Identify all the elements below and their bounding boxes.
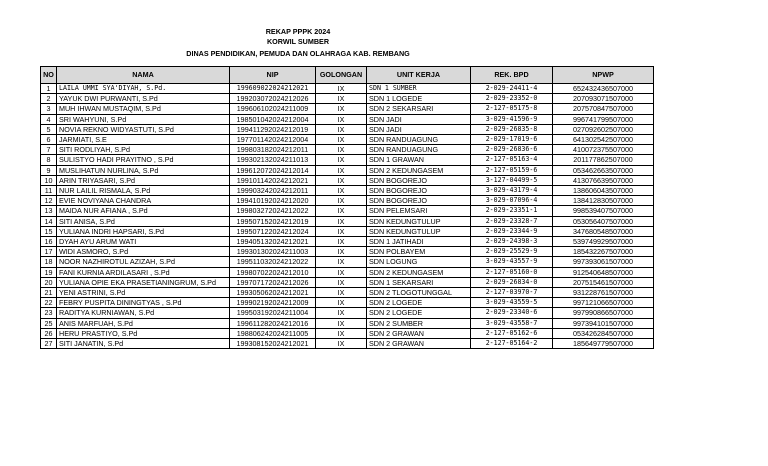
- cell-nip: 199902192024212009: [230, 298, 316, 308]
- cell-rek-bpd: 2-029-23328-7: [471, 216, 553, 226]
- cell-rek-bpd: 2-029-23352-0: [471, 94, 553, 104]
- cell-unit-kerja: SDN 2 GRAWAN: [367, 328, 471, 338]
- cell-unit-kerja: SDN BOGOREJO: [367, 196, 471, 206]
- cell-no: 8: [41, 155, 57, 165]
- document-header: [0, 27, 596, 59]
- cell-no: 22: [41, 298, 57, 308]
- cell-unit-kerja: SDN RANDUAGUNG: [367, 145, 471, 155]
- cell-golongan: IX: [316, 175, 367, 185]
- column-header-npwp: NPWP: [553, 67, 654, 84]
- cell-no: 3: [41, 104, 57, 114]
- cell-no: 20: [41, 277, 57, 287]
- cell-no: 10: [41, 175, 57, 185]
- cell-npwp: 053462663507000: [553, 165, 654, 175]
- cell-golongan: IX: [316, 155, 367, 165]
- cell-unit-kerja: SDN JADI: [367, 124, 471, 134]
- table-body: [41, 84, 654, 349]
- cell-nama: MUH IHWAN MUSTAQIM, S.Pd: [57, 104, 230, 114]
- cell-npwp: 997990866507000: [553, 308, 654, 318]
- cell-npwp: 207093071507000: [553, 94, 654, 104]
- cell-unit-kerja: SDN 1 JATIHADI: [367, 237, 471, 247]
- cell-golongan: IX: [316, 104, 367, 114]
- cell-nip: 199612072024212014: [230, 165, 316, 175]
- cell-no: 14: [41, 216, 57, 226]
- cell-rek-bpd: 2-127-05159-6: [471, 165, 553, 175]
- cell-nip: 199503192024211004: [230, 308, 316, 318]
- cell-npwp: 652432436507000: [553, 84, 654, 94]
- table-row: [41, 328, 654, 338]
- cell-unit-kerja: SDN 2 TLOGOTUNGGAL: [367, 288, 471, 298]
- cell-nip: 199305062024212021: [230, 288, 316, 298]
- cell-nip: 199302132024211013: [230, 155, 316, 165]
- cell-nip: 199411292024212019: [230, 124, 316, 134]
- cell-golongan: IX: [316, 216, 367, 226]
- cell-unit-kerja: SDN JADI: [367, 114, 471, 124]
- cell-golongan: IX: [316, 288, 367, 298]
- cell-no: 13: [41, 206, 57, 216]
- cell-nip: 199803272024212022: [230, 206, 316, 216]
- cell-nip: 199611282024212016: [230, 318, 316, 328]
- cell-nama: YULIANA OPIE EKA PRASETIANINGRUM, S.Pd: [57, 277, 230, 287]
- table-row: [41, 196, 654, 206]
- cell-rek-bpd: 3-029-43558-7: [471, 318, 553, 328]
- cell-nip: 199101142024212021: [230, 175, 316, 185]
- cell-golongan: IX: [316, 196, 367, 206]
- cell-npwp: 997394101507000: [553, 318, 654, 328]
- report-title: REKAP PPPK 2024: [265, 27, 331, 36]
- cell-unit-kerja: SDN LOGUNG: [367, 257, 471, 267]
- cell-unit-kerja: SDN BOGOREJO: [367, 186, 471, 196]
- table-row: [41, 155, 654, 165]
- cell-nip: 199903242024212011: [230, 186, 316, 196]
- cell-golongan: IX: [316, 277, 367, 287]
- cell-rek-bpd: 3-029-43559-5: [471, 298, 553, 308]
- cell-unit-kerja: SDN RANDUAGUNG: [367, 135, 471, 145]
- cell-nip: 199405132024212021: [230, 237, 316, 247]
- cell-nip: 199807022024212010: [230, 267, 316, 277]
- cell-rek-bpd: 2-127-05163-4: [471, 155, 553, 165]
- column-header-unit-kerja: UNIT KERJA: [367, 67, 471, 84]
- cell-npwp: 347680548507000: [553, 226, 654, 236]
- cell-nip: 199308152024212021: [230, 339, 316, 349]
- cell-no: 1: [41, 84, 57, 94]
- cell-npwp: 997393061507000: [553, 257, 654, 267]
- cell-rek-bpd: 2-127-05162-6: [471, 328, 553, 338]
- table-row: [41, 186, 654, 196]
- cell-golongan: IX: [316, 124, 367, 134]
- cell-nip: 197701142024212004: [230, 135, 316, 145]
- cell-nama: LAILA UMMI SYA'DIYAH, S.Pd.: [57, 84, 230, 94]
- cell-golongan: IX: [316, 84, 367, 94]
- cell-rek-bpd: 3-029-43179-4: [471, 186, 553, 196]
- cell-rek-bpd: 2-029-17019-6: [471, 135, 553, 145]
- cell-nama: SITI RODLIYAH, S.Pd: [57, 145, 230, 155]
- cell-nip: 198501042024212004: [230, 114, 316, 124]
- cell-rek-bpd: 2-127-05175-8: [471, 104, 553, 114]
- cell-golongan: IX: [316, 308, 367, 318]
- cell-nama: FANI KURNIA ARDILASARI , S.Pd: [57, 267, 230, 277]
- cell-npwp: 998539407507000: [553, 206, 654, 216]
- table-row: [41, 94, 654, 104]
- table-row: [41, 318, 654, 328]
- cell-no: 9: [41, 165, 57, 175]
- table-row: [41, 298, 654, 308]
- column-header-nama: NAMA: [57, 67, 230, 84]
- column-header-golongan: GOLONGAN: [316, 67, 367, 84]
- cell-no: 6: [41, 135, 57, 145]
- cell-npwp: 053426284507000: [553, 328, 654, 338]
- cell-golongan: IX: [316, 247, 367, 257]
- cell-rek-bpd: 2-127-05164-2: [471, 339, 553, 349]
- cell-npwp: 138412830507000: [553, 196, 654, 206]
- cell-npwp: 539749929507000: [553, 237, 654, 247]
- cell-unit-kerja: SDN 2 GRAWAN: [367, 339, 471, 349]
- column-header-rek-bpd: REK. BPD: [471, 67, 553, 84]
- cell-golongan: IX: [316, 135, 367, 145]
- cell-rek-bpd: 2-029-23344-9: [471, 226, 553, 236]
- cell-rek-bpd: 2-127-03970-7: [471, 288, 553, 298]
- cell-rek-bpd: 3-029-43557-9: [471, 257, 553, 267]
- cell-nip: 199707172024212026: [230, 277, 316, 287]
- cell-unit-kerja: SDN KEDUNGTULUP: [367, 216, 471, 226]
- cell-unit-kerja: SDN 1 SEKARSARI: [367, 277, 471, 287]
- cell-no: 16: [41, 237, 57, 247]
- cell-npwp: 053056407507000: [553, 216, 654, 226]
- cell-npwp: 207570847507000: [553, 104, 654, 114]
- cell-npwp: 138606043507000: [553, 186, 654, 196]
- cell-nama: ANIS MARFUAH, S.Pd: [57, 318, 230, 328]
- cell-npwp: 185432267507000: [553, 247, 654, 257]
- cell-no: 19: [41, 267, 57, 277]
- cell-rek-bpd: 2-029-25529-9: [471, 247, 553, 257]
- cell-nama: MUSLIHATUN NURLINA, S.Pd: [57, 165, 230, 175]
- cell-golongan: IX: [316, 298, 367, 308]
- cell-no: 25: [41, 318, 57, 328]
- cell-no: 18: [41, 257, 57, 267]
- column-header-nip: NIP: [230, 67, 316, 84]
- cell-nama: SITI ANISA, S.Pd: [57, 216, 230, 226]
- cell-nama: JARMIATI, S.E: [57, 135, 230, 145]
- cell-npwp: 410072375507000: [553, 145, 654, 155]
- cell-rek-bpd: 2-029-23340-6: [471, 308, 553, 318]
- cell-nip: 199301302024211003: [230, 247, 316, 257]
- cell-nip: 199609022024212021: [230, 84, 316, 94]
- cell-no: 5: [41, 124, 57, 134]
- table-row: [41, 288, 654, 298]
- table-row: [41, 216, 654, 226]
- cell-npwp: 997121066507000: [553, 298, 654, 308]
- cell-rek-bpd: 2-127-05160-0: [471, 267, 553, 277]
- agency-title: DINAS PENDIDIKAN, PEMUDA DAN OLAHRAGA KAB. REMBANG: [186, 49, 410, 58]
- cell-nama: NOVIA REKNO WIDYASTUTI, S.Pd: [57, 124, 230, 134]
- cell-nama: EVIE NOVIYANA CHANDRA: [57, 196, 230, 206]
- cell-unit-kerja: SDN 2 KEDUNGASEM: [367, 165, 471, 175]
- cell-rek-bpd: 2-029-26836-6: [471, 145, 553, 155]
- cell-nama: YULIANA INDRI HAPSARI, S.Pd: [57, 226, 230, 236]
- table-row: [41, 257, 654, 267]
- cell-unit-kerja: SDN 1 LOGEDE: [367, 94, 471, 104]
- cell-golongan: IX: [316, 328, 367, 338]
- cell-nama: SITI JANATIN, S.Pd: [57, 339, 230, 349]
- cell-no: 12: [41, 196, 57, 206]
- table-row: [41, 175, 654, 185]
- cell-nip: 198806242024211005: [230, 328, 316, 338]
- cell-golongan: IX: [316, 145, 367, 155]
- cell-unit-kerja: SDN KEDUNGTULUP: [367, 226, 471, 236]
- cell-npwp: 912540648507000: [553, 267, 654, 277]
- cell-no: 26: [41, 328, 57, 338]
- cell-no: 15: [41, 226, 57, 236]
- cell-rek-bpd: 2-029-24398-3: [471, 237, 553, 247]
- cell-nama: RADITYA KURNIAWAN, S.Pd: [57, 308, 230, 318]
- cell-no: 7: [41, 145, 57, 155]
- cell-npwp: 996741799507000: [553, 114, 654, 124]
- cell-nip: 199410192024212020: [230, 196, 316, 206]
- cell-npwp: 027092602507000: [553, 124, 654, 134]
- cell-unit-kerja: SDN 2 SUMBER: [367, 318, 471, 328]
- table-header-row: [41, 67, 654, 84]
- cell-nama: YAYUK DWI PURWANTI, S.Pd: [57, 94, 230, 104]
- cell-golongan: IX: [316, 226, 367, 236]
- table-row: [41, 277, 654, 287]
- cell-nama: YENI ASTRINI, S.Pd: [57, 288, 230, 298]
- cell-no: 4: [41, 114, 57, 124]
- table-row: [41, 84, 654, 94]
- table-row: [41, 145, 654, 155]
- pppk-table: [40, 66, 654, 349]
- cell-nama: ARIN TRIYASARI, S.Pd: [57, 175, 230, 185]
- cell-golongan: IX: [316, 206, 367, 216]
- cell-nama: WIDI ASMORO, S.Pd: [57, 247, 230, 257]
- cell-unit-kerja: SDN 1 GRAWAN: [367, 155, 471, 165]
- cell-rek-bpd: 3-029-41596-9: [471, 114, 553, 124]
- region-title: KORWIL SUMBER: [266, 37, 330, 46]
- cell-npwp: 207515461507000: [553, 277, 654, 287]
- cell-npwp: 185649779507000: [553, 339, 654, 349]
- column-header-no: NO: [41, 67, 57, 84]
- cell-nip: 199606102024211009: [230, 104, 316, 114]
- cell-golongan: IX: [316, 237, 367, 247]
- table-row: [41, 308, 654, 318]
- cell-unit-kerja: SDN 2 SEKARSARI: [367, 104, 471, 114]
- cell-rek-bpd: 2-029-26835-8: [471, 124, 553, 134]
- cell-nip: 199507152024212019: [230, 216, 316, 226]
- cell-golongan: IX: [316, 114, 367, 124]
- cell-nama: FEBRY PUSPITA DININGTYAS , S.Pd: [57, 298, 230, 308]
- cell-unit-kerja: SDN 1 SUMBER: [367, 84, 471, 94]
- table-row: [41, 135, 654, 145]
- cell-rek-bpd: 2-029-23351-1: [471, 206, 553, 216]
- cell-nip: 199203072024212026: [230, 94, 316, 104]
- cell-rek-bpd: 2-029-24411-4: [471, 84, 553, 94]
- table-row: [41, 165, 654, 175]
- table-row: [41, 267, 654, 277]
- cell-nip: 199803182024212011: [230, 145, 316, 155]
- cell-no: 23: [41, 308, 57, 318]
- table-row: [41, 237, 654, 247]
- table-row: [41, 124, 654, 134]
- cell-rek-bpd: 3-127-04499-5: [471, 175, 553, 185]
- cell-unit-kerja: SDN BOGOREJO: [367, 175, 471, 185]
- cell-nama: NOOR NAZHIROTUL AZIZAH, S.Pd: [57, 257, 230, 267]
- cell-unit-kerja: SDN PELEMSARI: [367, 206, 471, 216]
- table-row: [41, 206, 654, 216]
- cell-nama: SRI WAHYUNI, S.Pd: [57, 114, 230, 124]
- cell-npwp: 413076639507000: [553, 175, 654, 185]
- cell-golongan: IX: [316, 339, 367, 349]
- cell-nama: MAIDA NUR AFIANA , S.Pd: [57, 206, 230, 216]
- table-row: [41, 114, 654, 124]
- cell-nama: HERU PRASTIYO, S.Pd: [57, 328, 230, 338]
- cell-nip: 199511032024212022: [230, 257, 316, 267]
- cell-unit-kerja: SDN 2 LOGEDE: [367, 308, 471, 318]
- cell-golongan: IX: [316, 267, 367, 277]
- cell-npwp: 931228761507000: [553, 288, 654, 298]
- cell-nama: DYAH AYU ARUM WATI: [57, 237, 230, 247]
- cell-no: 21: [41, 288, 57, 298]
- table-row: [41, 339, 654, 349]
- cell-rek-bpd: 2-029-26834-0: [471, 277, 553, 287]
- table-row: [41, 247, 654, 257]
- cell-unit-kerja: SDN 2 KEDUNGASEM: [367, 267, 471, 277]
- cell-unit-kerja: SDN POLBAYEM: [367, 247, 471, 257]
- cell-no: 2: [41, 94, 57, 104]
- table-row: [41, 104, 654, 114]
- cell-golongan: IX: [316, 186, 367, 196]
- cell-rek-bpd: 3-029-07096-4: [471, 196, 553, 206]
- cell-no: 17: [41, 247, 57, 257]
- cell-no: 27: [41, 339, 57, 349]
- cell-unit-kerja: SDN 2 LOGEDE: [367, 298, 471, 308]
- cell-golongan: IX: [316, 165, 367, 175]
- table-row: [41, 226, 654, 236]
- cell-golongan: IX: [316, 318, 367, 328]
- cell-nama: SULISTYO HADI PRAYITNO , S.Pd: [57, 155, 230, 165]
- cell-golongan: IX: [316, 257, 367, 267]
- cell-golongan: IX: [316, 94, 367, 104]
- cell-nip: 199507122024212024: [230, 226, 316, 236]
- cell-nama: NUR LAILIL RISMALA, S.Pd: [57, 186, 230, 196]
- cell-npwp: 201177862507000: [553, 155, 654, 165]
- cell-no: 11: [41, 186, 57, 196]
- cell-npwp: 641302542507000: [553, 135, 654, 145]
